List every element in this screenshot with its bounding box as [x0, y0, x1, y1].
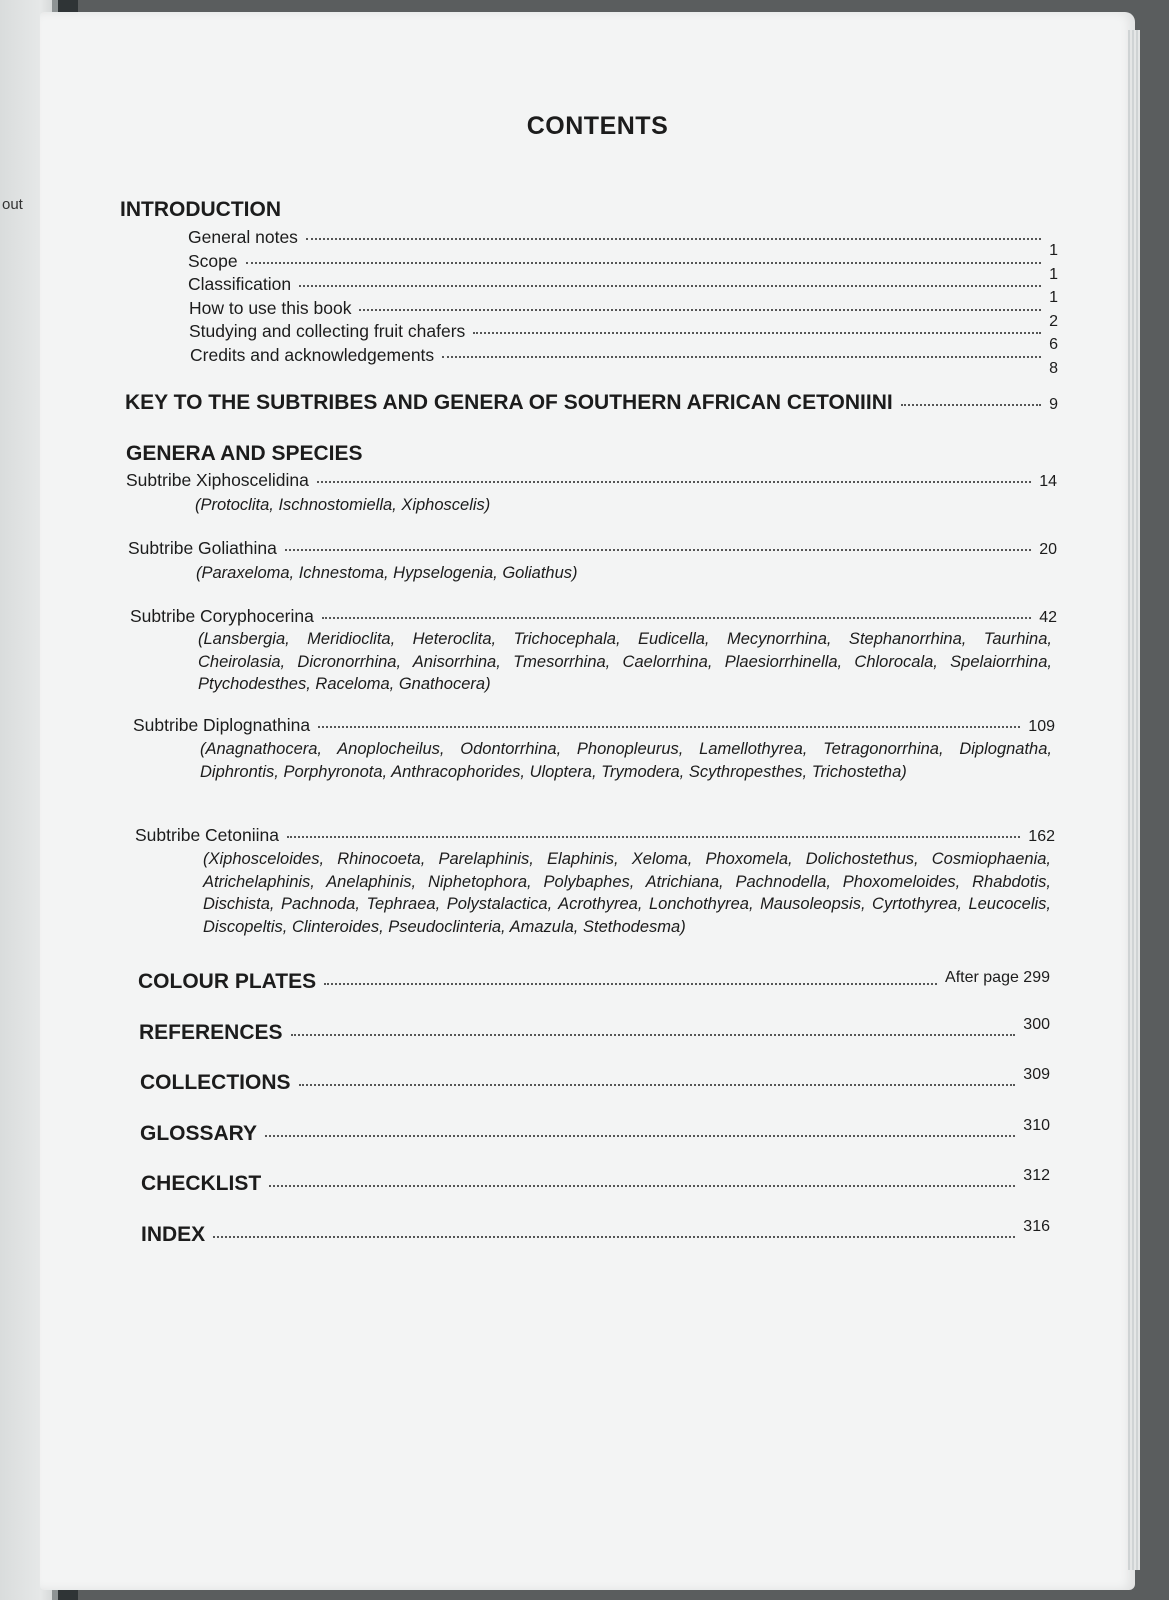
- genera-species-heading: GENERA AND SPECIES: [126, 442, 363, 465]
- genera-list: (Lansbergia, Meridioclita, Heteroclita, Trichocephala, Eudicella, Mecynorrhina, Stephanorrhina, Taurhina, Cheirolasia, Dicronorrhina, Anisorrhina, Tmesorrhina, Caelorrhina, Plaesiorrhinella, Chlorocala, Spelaiorrhina, Ptychodesthes, Raceloma, Gnathocera): [198, 630, 1052, 693]
- toc-page-number: 1: [1049, 289, 1058, 306]
- dot-leader: [287, 836, 1020, 838]
- toc-page-number: 300: [1023, 1016, 1050, 1033]
- dot-leader: [318, 726, 1020, 728]
- dot-leader: [442, 356, 1041, 358]
- toc-page-number: 9: [1049, 396, 1058, 413]
- dot-leader: [285, 549, 1031, 551]
- page-stack-edge: [1128, 30, 1140, 1570]
- dot-leader: [269, 1185, 1015, 1187]
- toc-page-number: 310: [1023, 1117, 1050, 1134]
- toc-entry-label: Subtribe Cetoniina: [135, 825, 279, 845]
- toc-entry-label: How to use this book: [189, 298, 352, 318]
- toc-page-number: 1: [1049, 242, 1058, 259]
- toc-entry-cetoniina[interactable]: [135, 825, 1055, 846]
- toc-page-number: 309: [1023, 1066, 1050, 1083]
- left-page-text-fragment: out: [2, 196, 23, 213]
- dot-leader: [246, 262, 1041, 264]
- toc-entry-label: Subtribe Xiphoscelidina: [126, 470, 309, 490]
- toc-entry-label: GLOSSARY: [140, 1122, 258, 1145]
- toc-entry-label: KEY TO THE SUBTRIBES AND GENERA OF SOUTHERN AFRICAN CETONIINI: [125, 391, 893, 414]
- toc-page-number: 42: [1039, 609, 1057, 626]
- toc-entry-label: Subtribe Diplognathina: [133, 715, 311, 735]
- dot-leader: [306, 238, 1041, 240]
- toc-entry-goliathina[interactable]: [128, 538, 1057, 559]
- dot-leader: [322, 617, 1031, 619]
- introduction-heading: INTRODUCTION: [120, 198, 281, 221]
- contents-page: [40, 12, 1135, 1590]
- toc-entry-general-notes[interactable]: [188, 227, 1058, 259]
- toc-entry-collections[interactable]: [140, 1066, 1050, 1095]
- toc-page-number: 20: [1039, 541, 1057, 558]
- toc-page-number: After page 299: [945, 969, 1050, 986]
- toc-page-number: 162: [1028, 828, 1055, 845]
- toc-page-number: 14: [1039, 473, 1057, 490]
- toc-page-number: 312: [1023, 1167, 1050, 1184]
- genera-list: (Protoclita, Ischnostomiella, Xiphoscelis): [195, 496, 491, 514]
- toc-entry-label: General notes: [188, 227, 298, 247]
- dot-leader: [359, 309, 1041, 311]
- toc-entry-label: Subtribe Goliathina: [128, 538, 277, 558]
- toc-entry-colour-plates[interactable]: [138, 970, 1050, 994]
- toc-entry-references[interactable]: [139, 1016, 1050, 1045]
- toc-page-number: 2: [1049, 313, 1058, 330]
- dot-leader: [901, 404, 1041, 406]
- toc-entry-how-to-use[interactable]: [189, 298, 1058, 330]
- genera-list: (Anagnathocera, Anoplocheilus, Odontorrhina, Phonopleurus, Lamellothyrea, Tetragonorrhina, Diplognatha, Diphrontis, Porphyronota, Anthracophorides, Uloptera, Trymodera, Scythropesthes, Trichostetha): [200, 740, 1052, 781]
- toc-entry-coryphocerina[interactable]: [130, 606, 1057, 627]
- toc-entry-label: REFERENCES: [139, 1021, 283, 1044]
- toc-page-number: 316: [1023, 1218, 1050, 1235]
- toc-entry-label: CHECKLIST: [141, 1172, 262, 1195]
- toc-page-number: 8: [1049, 360, 1058, 377]
- page-title: CONTENTS: [526, 112, 669, 140]
- toc-entry-label: COLLECTIONS: [140, 1071, 291, 1094]
- toc-entry-glossary[interactable]: [140, 1117, 1050, 1146]
- toc-entry-label: COLOUR PLATES: [138, 970, 317, 993]
- toc-entry-label: Scope: [188, 251, 238, 271]
- toc-entry-scope[interactable]: [188, 251, 1058, 283]
- toc-entry-classification[interactable]: [188, 274, 1058, 306]
- toc-entry-label: Subtribe Coryphocerina: [130, 606, 314, 626]
- toc-entry-label: INDEX: [141, 1223, 206, 1246]
- dot-leader: [324, 983, 937, 985]
- toc-entry-credits[interactable]: [190, 345, 1058, 377]
- toc-entry-label: Studying and collecting fruit chafers: [189, 321, 466, 341]
- toc-entry-diplognathina[interactable]: [133, 715, 1055, 736]
- toc-page-number: 6: [1049, 336, 1058, 353]
- toc-entry-index[interactable]: [141, 1218, 1050, 1247]
- toc-entry-label: Classification: [188, 274, 292, 294]
- toc-entry-checklist[interactable]: [141, 1167, 1050, 1196]
- dot-leader: [213, 1236, 1015, 1238]
- dot-leader: [317, 481, 1031, 483]
- toc-entry-studying-collecting[interactable]: [189, 321, 1058, 353]
- toc-entry-xiphoscelidina[interactable]: [126, 470, 1057, 491]
- dot-leader: [299, 285, 1041, 287]
- toc-page-number: 1: [1049, 266, 1058, 283]
- genera-list: (Paraxeloma, Ichnestoma, Hypselogenia, Goliathus): [196, 564, 578, 582]
- toc-entry-label: Credits and acknowledgements: [190, 345, 435, 365]
- toc-entry-key[interactable]: [125, 391, 1058, 415]
- dot-leader: [291, 1034, 1016, 1036]
- dot-leader: [473, 332, 1041, 334]
- dot-leader: [265, 1135, 1015, 1137]
- dot-leader: [299, 1084, 1016, 1086]
- toc-page-number: 109: [1028, 718, 1055, 735]
- genera-list: (Xiphosceloides, Rhinocoeta, Parelaphinis, Elaphinis, Xeloma, Phoxomela, Dolichostethus, Cosmiophaenia, Atrichelaphinis, Anelaphinis, Niphetophora, Polybaphes, Atrichiana, Pachnodella, Phoxomeloides, Rhabdotis, Dischista, Pachnoda, Tephraea, Polystalactica, Acrothyrea, Lonchothyrea, Mausoleopsis, Cyrtothyrea, Leucocelis, Discopeltis, Clinteroides, Pseudoclinteria, Amazula, Stethodesma): [203, 850, 1051, 936]
